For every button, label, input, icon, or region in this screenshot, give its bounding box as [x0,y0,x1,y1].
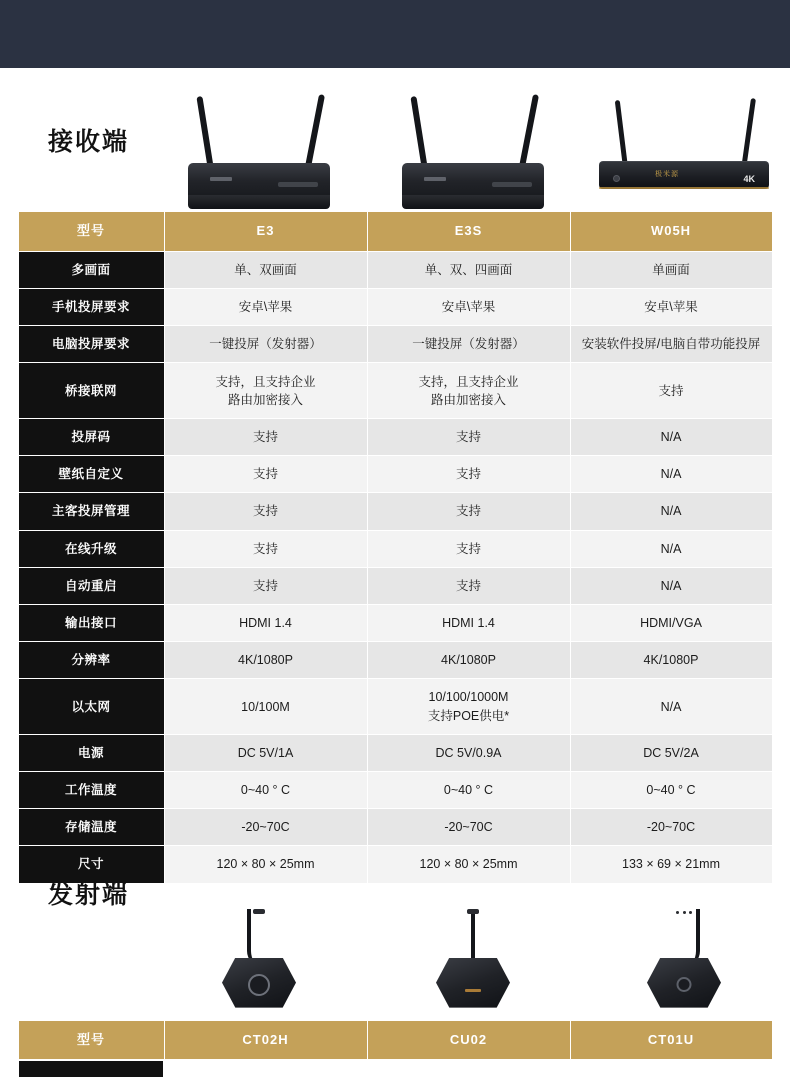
table-cell: 4K/1080P [367,641,570,678]
table-cell: 支持 [164,419,367,456]
table-cell: 安卓\苹果 [367,288,570,325]
dongle-body [436,958,510,1008]
row-label: 存储温度 [18,809,164,846]
transmitter-first-row-partial [18,1060,772,1078]
receiver-header-model: 型号 [18,212,164,252]
table-cell: -20~70C [164,809,367,846]
transmitter-header-ct02h: CT02H [164,1020,367,1060]
table-cell: N/A [570,419,772,456]
dongle-logo [465,989,481,992]
row-label: 尺寸 [18,846,164,883]
table-cell: 120 × 80 × 25mm [367,846,570,883]
table-row [18,846,772,883]
table-cell: 0~40 ° C [570,772,772,809]
row-label: 投屏码 [18,419,164,456]
table-cell: 133 × 69 × 21mm [570,846,772,883]
row-label: 输出接口 [18,604,164,641]
device-brand-mark: 极米源 [655,171,679,178]
table-cell: -20~70C [570,809,772,846]
transmitter-header-cu02: CU02 [367,1020,570,1060]
receiver-spec-table [18,211,773,884]
transmitter-header-ct01u: CT01U [570,1020,772,1060]
device-front-face [402,195,544,209]
device-accent-line [599,187,769,189]
table-cell: 支持，且支持企业 路由加密接入 [164,363,367,419]
device-ports [492,182,532,187]
table-row [18,326,772,363]
receiver-product-image-row [0,76,790,211]
receiver-section-title: 接收端 [48,128,130,156]
antenna-right-icon [741,98,756,170]
table-row [18,363,772,419]
table-row [18,772,772,809]
table-cell: N/A [570,679,772,735]
table-cell: 一键投屏（发射器） [164,326,367,363]
usb-connector [467,909,479,914]
receiver-table-body [18,251,772,883]
antenna-left-icon [615,100,628,170]
row-label: 多画面 [18,251,164,288]
table-cell: 支持 [164,456,367,493]
antenna-right-icon [519,94,539,168]
table-cell: 单画面 [570,251,772,288]
table-row [18,679,772,735]
receiver-header-e3s: E3S [367,212,570,252]
row-label: 手机投屏要求 [18,288,164,325]
table-cell: 安装软件投屏/电脑自带功能投屏 [570,326,772,363]
table-cell: 120 × 80 × 25mm [164,846,367,883]
transmitter-row-label-cell [18,1060,164,1078]
table-cell: 0~40 ° C [164,772,367,809]
table-cell: 单、双、四画面 [367,251,570,288]
dongle-button [677,977,692,992]
table-cell: 4K/1080P [570,641,772,678]
transmitter-table-header-row [18,1020,772,1060]
table-cell: 单、双画面 [164,251,367,288]
table-cell: HDMI/VGA [570,604,772,641]
device-logo [424,177,446,181]
receiver-bar-illustration [599,96,769,211]
table-cell: 支持 [164,493,367,530]
table-cell: 支持，且支持企业 路由加密接入 [367,363,570,419]
usb-connector [253,909,265,914]
e3-receiver-image [156,76,362,211]
top-color-band [0,0,790,68]
table-row [18,641,772,678]
w05h-receiver-image [578,76,790,211]
transmitter-section-title: 发射端 [48,881,130,909]
table-row [18,288,772,325]
ct01u-transmitter-image [578,902,790,1014]
device-ports [278,182,318,187]
row-label: 电脑投屏要求 [18,326,164,363]
cu02-transmitter-image [370,902,576,1014]
table-cell: 0~40 ° C [367,772,570,809]
table-row [18,809,772,846]
table-row [18,251,772,288]
table-cell: 支持 [367,567,570,604]
table-cell: 安卓\苹果 [164,288,367,325]
dongle-button [248,974,270,996]
receiver-table-header-row [18,212,772,252]
device-front-face [188,195,330,209]
transmitter-table-wrap [0,1020,790,1078]
table-row [18,456,772,493]
transmitter-dongle-illustration [184,909,334,1014]
row-label: 电源 [18,735,164,772]
antenna-left-icon [410,96,427,168]
table-row [18,493,772,530]
ct02h-transmitter-image [156,902,362,1014]
transmitter-dongle-illustration [398,909,548,1014]
table-cell: -20~70C [367,809,570,846]
row-label: 在线升级 [18,530,164,567]
table-cell: 4K/1080P [164,641,367,678]
receiver-header-e3: E3 [164,212,367,252]
usb-connector [676,911,692,915]
table-row [18,604,772,641]
row-label: 桥接联网 [18,363,164,419]
table-cell: HDMI 1.4 [367,604,570,641]
table-cell: 一键投屏（发射器） [367,326,570,363]
table-cell: 支持 [164,567,367,604]
device-indicator-led [613,175,620,182]
table-cell: HDMI 1.4 [164,604,367,641]
table-cell: 支持 [367,530,570,567]
row-label: 主客投屏管理 [18,493,164,530]
antenna-right-icon [305,94,325,168]
table-cell: 支持 [570,363,772,419]
transmitter-dongle-illustration [609,909,759,1014]
table-cell: N/A [570,567,772,604]
transmitter-row-value-cell [164,1060,772,1078]
row-label: 工作温度 [18,772,164,809]
table-cell: DC 5V/1A [164,735,367,772]
table-cell: DC 5V/2A [570,735,772,772]
table-cell: 支持 [367,456,570,493]
table-row [18,567,772,604]
device-4k-badge: 4K [743,174,755,184]
row-label: 自动重启 [18,567,164,604]
table-cell: N/A [570,493,772,530]
device-logo [210,177,232,181]
table-cell: N/A [570,456,772,493]
table-cell: 安卓\苹果 [570,288,772,325]
usb-cable [471,909,475,961]
table-cell: 支持 [367,419,570,456]
table-row [18,530,772,567]
table-cell: 10/100/1000M 支持POE供电* [367,679,570,735]
receiver-box-illustration [184,96,334,211]
e3s-receiver-image [370,76,576,211]
table-cell: 10/100M [164,679,367,735]
receiver-header-w05h: W05H [570,212,772,252]
row-label: 壁纸自定义 [18,456,164,493]
table-row [18,419,772,456]
transmitter-header-model: 型号 [18,1020,164,1060]
table-cell: 支持 [164,530,367,567]
row-label: 分辨率 [18,641,164,678]
transmitter-spec-table [18,1020,773,1061]
table-cell: 支持 [367,493,570,530]
row-label: 以太网 [18,679,164,735]
table-cell: DC 5V/0.9A [367,735,570,772]
table-cell: N/A [570,530,772,567]
antenna-left-icon [196,96,213,168]
receiver-box-illustration [398,96,548,211]
table-row [18,735,772,772]
transmitter-product-image-row [0,902,790,1014]
